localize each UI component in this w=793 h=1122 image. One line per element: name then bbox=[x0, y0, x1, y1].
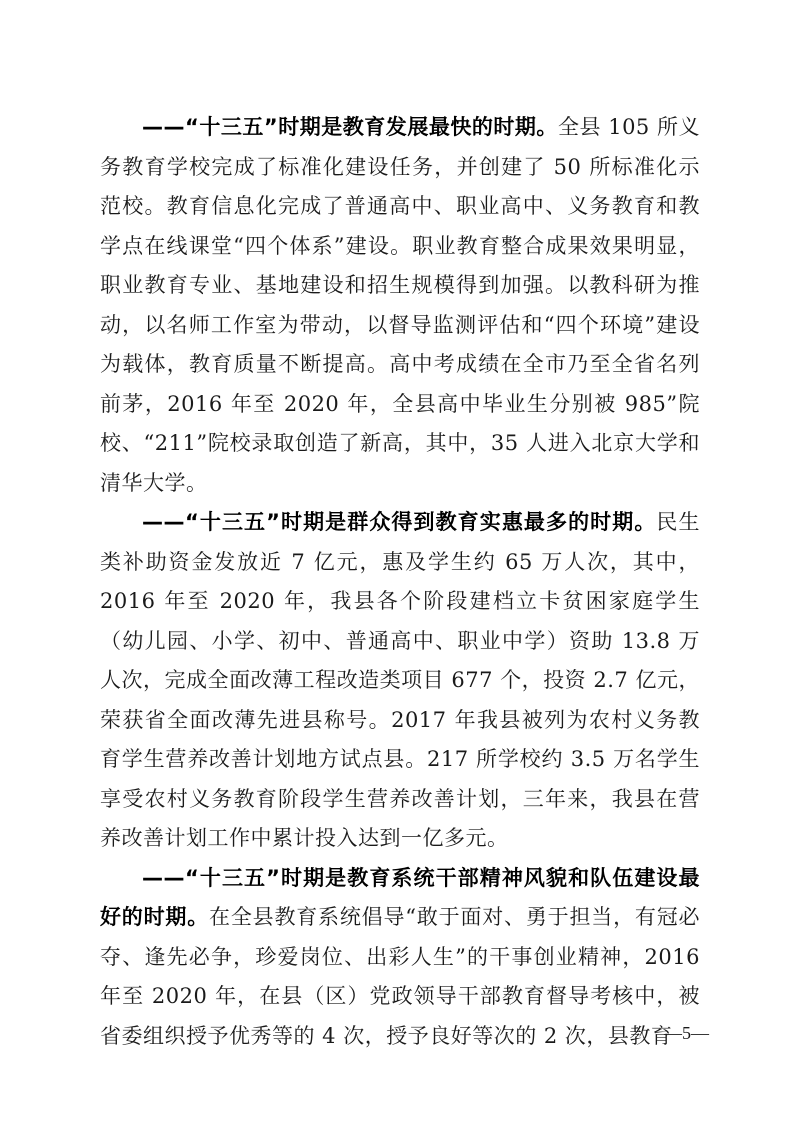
page-number: —5— bbox=[664, 1023, 709, 1043]
paragraph-education-development bbox=[100, 108, 700, 503]
paragraph-staff-morale bbox=[100, 859, 700, 1057]
paragraph-public-benefits bbox=[100, 503, 700, 859]
paragraph-heading: ——“十三五”时期是群众得到教育实惠最多的时期。 bbox=[142, 510, 657, 534]
paragraph-heading: ——“十三五”时期是教育系统干部精神风貌和队伍建设最好的时期。 bbox=[100, 865, 700, 929]
paragraph-text: 全县 105 所义务教育学校完成了标准化建设任务，并创建了 50 所标准化示范校。教育信息化完成了普通高中、职业高中、义务教育和教学点在线课堂“四个体系”建设。职业教育整合成果效果明显，职业教育专业、基地建设和招生规模得到加强。以教科研为推动，以名师工作室为带动，以督导监测评估和“四个环境”建设为载体，教育质量不断提高。高中考成绩在全市乃至全省名列前茅，2016 年至 2020 年，全县高中毕业生分别被 985”院校、“211”院校录取创造了新高，其中，35 人进入北京大学和清华大学。 bbox=[100, 115, 701, 495]
paragraph-text: 民生类补助资金发放近 7 亿元，惠及学生约 65 万人次，其中，2016 年至 2020 年，我县各个阶段建档立卡贫困家庭学生（幼儿园、小学、初中、普通高中、职业中学）资助 13.8 万人次，完成全面改薄工程改造类项目 677 个，投资 2.7 亿元，荣获省全面改薄先进县称号。2017 年我县被列为农村义务教育学生营养改善计划地方试点县。217 所学校约 3.5 万名学生享受农村义务教育阶段学生营养改善计划，三年来，我县在营养改善计划工作中累计投入达到一亿多元。 bbox=[100, 510, 701, 850]
body-text bbox=[100, 108, 700, 1056]
paragraph-text: 在全县教育系统倡导“敢于面对、勇于担当，有冠必夺、逢先必争，珍爱岗位、出彩人生”的干事创业精神，2016 年至 2020 年，在县（区）党政领导干部教育督导考核中，被省委组织授予优秀等的 4 次，授予良好等次的 2 次，县教育 bbox=[100, 905, 701, 1048]
paragraph-heading: ——“十三五”时期是教育发展最快的时期。 bbox=[142, 115, 558, 139]
